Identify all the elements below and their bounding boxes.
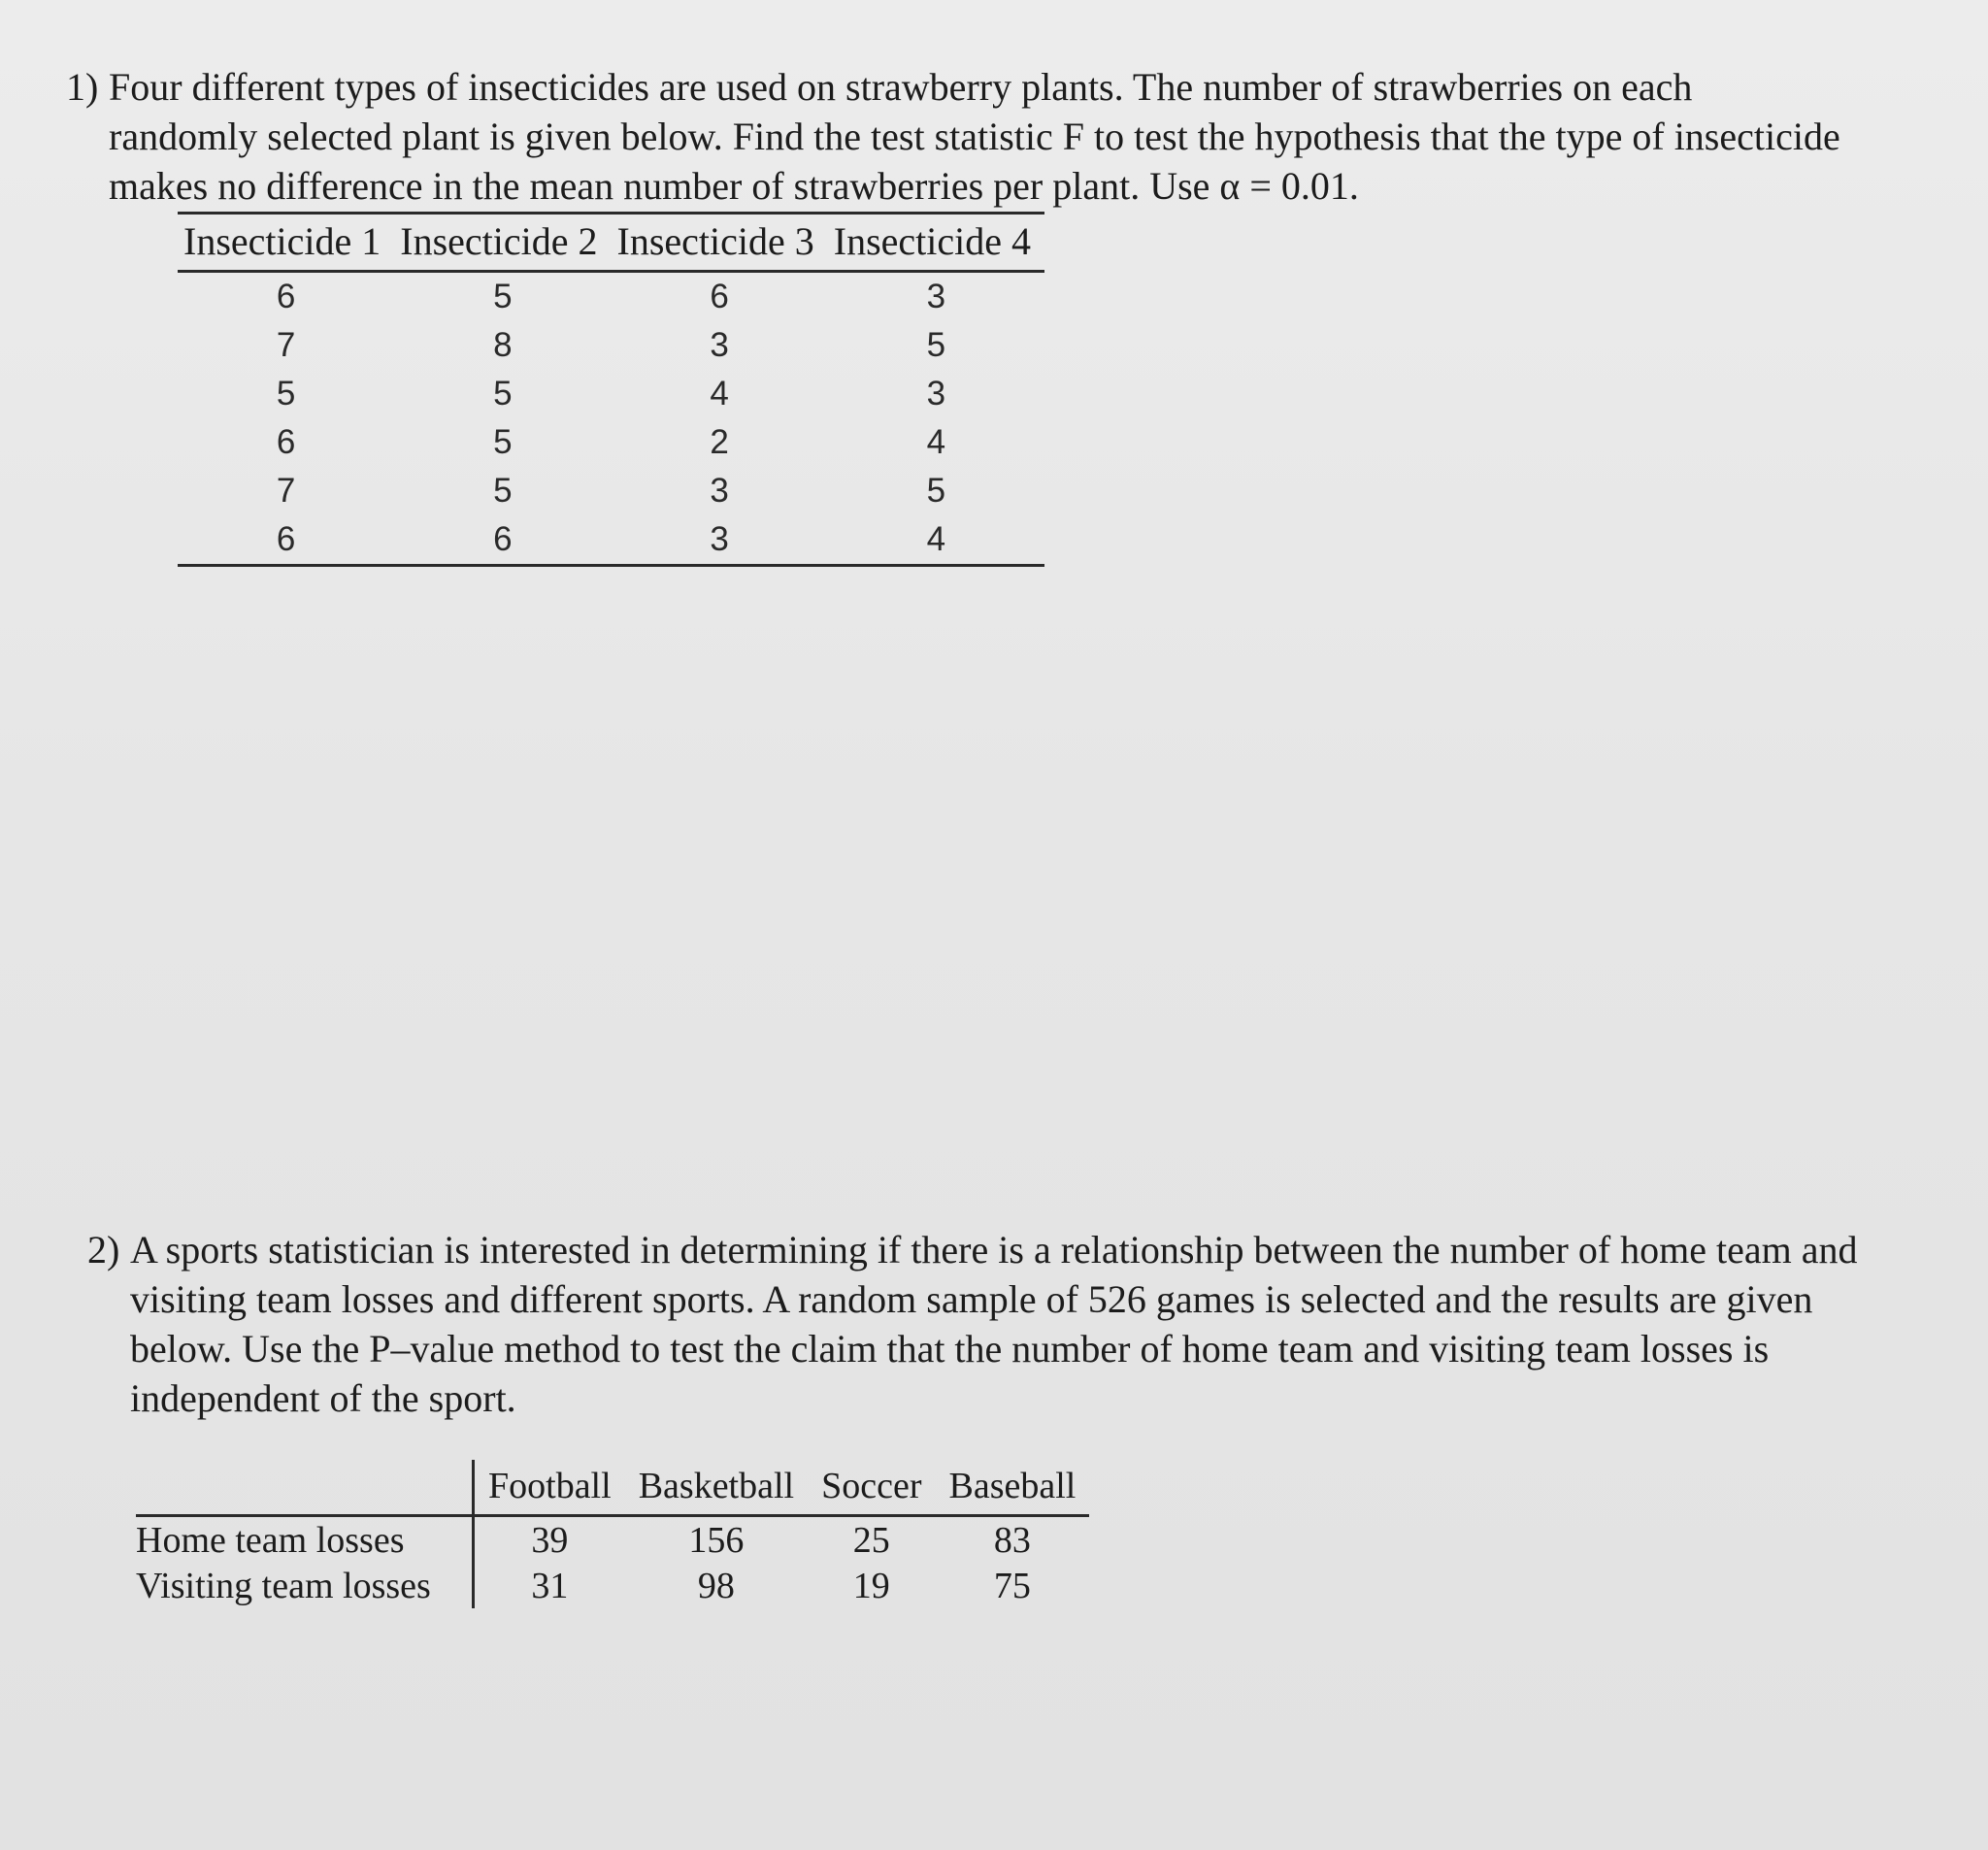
problem-1-line-1: 1) Four different types of insecticides are used on strawberry plants. The number of strawberries on each [66,62,1949,112]
table-cell: 3 [612,515,828,566]
table-cell: 5 [493,423,513,461]
table-cell: 83 [993,1519,1031,1561]
table-cell: 4 [710,375,729,413]
table-cell: 6 [276,278,296,315]
table-row [178,370,1044,418]
sport-header-basketball: Basketball [625,1460,808,1516]
table-row [136,1563,1089,1608]
sports-losses-table [136,1460,1089,1608]
table-row [178,515,1044,566]
table-cell: 6 [276,423,296,461]
table-cell: 5 [493,472,513,510]
problem-1-statement [66,62,1949,211]
insecticide-header-1: Insecticide 1 [178,214,394,272]
table-cell: 4 [828,515,1044,566]
table-cell: 5 [926,472,946,510]
problem-2-number: 2) [87,1228,120,1272]
sport-header-football: Football [474,1460,625,1516]
table-row [178,272,1044,322]
insecticide-header-3: Insecticide 3 [612,214,828,272]
table-row [178,321,1044,370]
problem-1-number: 1) [66,65,99,109]
row-label-visiting-team-losses: Visiting team losses [136,1563,474,1608]
table-cell: 7 [276,472,296,510]
insecticide-header-2: Insecticide 2 [394,214,611,272]
table-cell: 3 [926,375,946,413]
row-label-home-team-losses: Home team losses [136,1516,474,1564]
table-cell: 5 [926,326,946,364]
table-cell: 4 [926,423,946,461]
table-cell: 3 [926,278,946,315]
table-corner-cell [136,1460,474,1516]
sports-table-header-row [136,1460,1089,1516]
sport-header-baseball: Baseball [935,1460,1089,1516]
table-cell: 75 [993,1565,1031,1606]
table-row [178,418,1044,467]
table-cell: 5 [493,375,513,413]
table-cell: 39 [531,1519,569,1561]
problem-2-line-3: below. Use the P–value method to test the claim that the number of home team and visiting team losses is [130,1327,1770,1371]
problem-2-statement [87,1225,1932,1423]
table-cell: 5 [493,278,513,315]
problem-2-line-1: 2) A sports statistician is interested in determining if there is a relationship between the number of home team and [87,1225,1932,1274]
table-cell: 19 [852,1565,890,1606]
insecticide-header-4: Insecticide 4 [828,214,1044,272]
problem-1-line-3: makes no difference in the mean number of strawberries per plant. Use α = 0.01. [109,164,1359,208]
table-cell: 6 [394,515,611,566]
table-cell: 98 [697,1565,735,1606]
table-cell: 3 [710,472,729,510]
table-row [136,1516,1089,1564]
insecticide-table [178,212,1044,567]
table-cell: 31 [531,1565,569,1606]
table-cell: 8 [493,326,513,364]
table-cell: 2 [710,423,729,461]
table-cell: 6 [178,515,394,566]
table-cell: 25 [852,1519,890,1561]
table-cell: 5 [276,375,296,413]
table-cell: 6 [710,278,729,315]
problem-2-line-2: visiting team losses and different sports. A random sample of 526 games is selected and the results are given [130,1277,1813,1321]
table-cell: 3 [710,326,729,364]
problem-2-line-4: independent of the sport. [130,1376,516,1420]
sport-header-soccer: Soccer [808,1460,935,1516]
table-cell: 156 [688,1519,745,1561]
insecticide-table-header-row [178,214,1044,272]
table-cell: 7 [276,326,296,364]
table-row [178,467,1044,515]
problem-1-line-2: randomly selected plant is given below. Find the test statistic F to test the hypothesis that the type of insecticide [109,115,1840,158]
